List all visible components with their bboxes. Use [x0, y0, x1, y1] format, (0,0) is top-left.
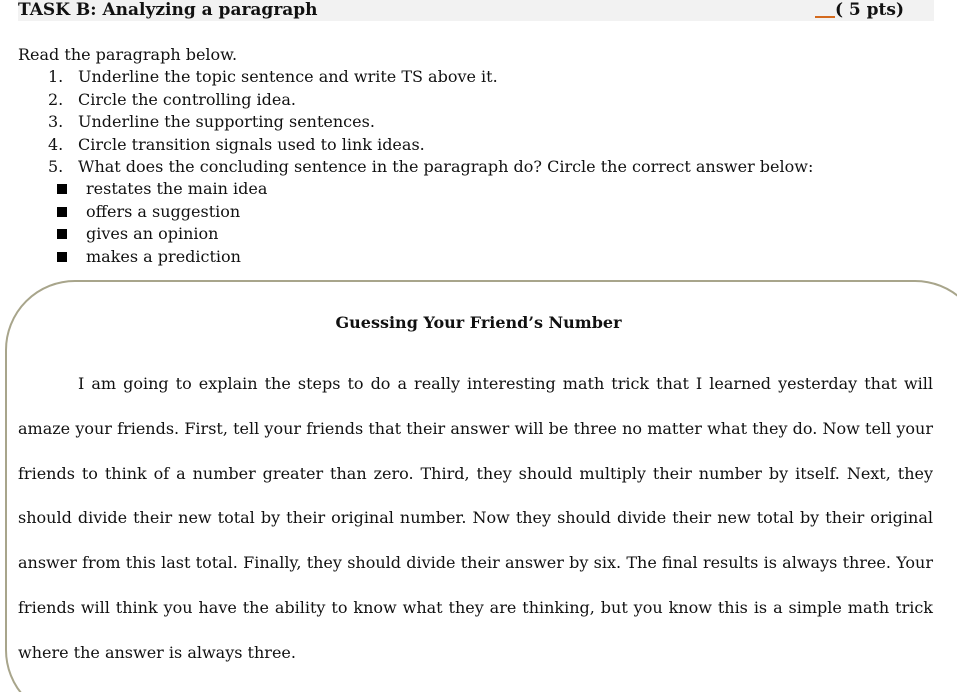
task-points: ( 5 pts) [834, 0, 904, 20]
passage-text: I am going to explain the steps to do a really interesting math trick that I learned yesterday that will amaze your friends. First, tell your friends that their answer will be three no matter what they do. Now tell your friends to think of a number greater than zero. Third, they should multiply their number by itself. Next, they should divide their new total by their original number. Now they should divide their new total by their original answer from this last total. Finally, they should divide their answer by six. The final results is always three. Your friends will think you have the ability to know what they are thinking, but you know this is a simple math trick where the answer is always three. [18, 374, 933, 662]
instruction-step [18, 66, 813, 88]
step-number: 1. [48, 67, 64, 87]
answer-option [18, 246, 813, 268]
square-bullet-icon [57, 207, 67, 217]
instruction-step [18, 111, 813, 133]
points-underline [815, 16, 835, 18]
step-text: Underline the supporting sentences. [78, 112, 375, 132]
instruction-step [18, 89, 813, 111]
task-header [18, 0, 934, 21]
step-number: 4. [48, 134, 64, 154]
step-text: Underline the topic sentence and write TS above it. [78, 67, 498, 87]
step-number: 2. [48, 89, 64, 109]
square-bullet-icon [57, 229, 67, 239]
task-title: TASK B: Analyzing a paragraph [18, 0, 318, 20]
instructions-intro: Read the paragraph below. [18, 45, 238, 64]
square-bullet-icon [57, 252, 67, 262]
step-text: Circle the controlling idea. [78, 89, 296, 109]
instruction-step [18, 134, 813, 156]
instruction-step [18, 156, 813, 178]
instruction-steps [18, 66, 813, 178]
option-text: gives an opinion [86, 224, 219, 244]
option-text: offers a suggestion [86, 201, 241, 221]
square-bullet-icon [57, 184, 67, 194]
step-number: 5. [48, 157, 64, 177]
passage-title: Guessing Your Friend’s Number [335, 313, 622, 332]
answer-option [18, 223, 813, 245]
step-text: What does the concluding sentence in the paragraph do? Circle the correct answer below: [78, 157, 814, 177]
answer-options [18, 178, 813, 268]
instructions [18, 44, 813, 268]
step-number: 3. [48, 112, 64, 132]
option-text: makes a prediction [86, 246, 241, 266]
answer-option [18, 178, 813, 200]
answer-option [18, 201, 813, 223]
option-text: restates the main idea [86, 179, 268, 199]
step-text: Circle transition signals used to link ideas. [78, 134, 425, 154]
